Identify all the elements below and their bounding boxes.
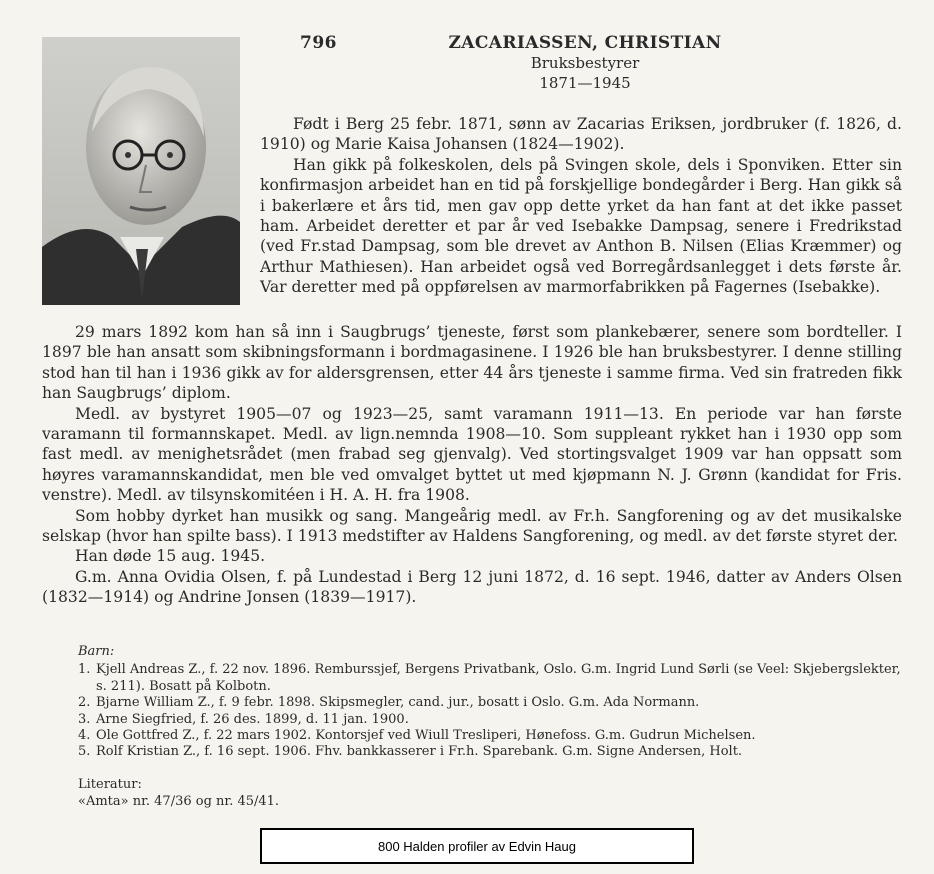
children-label: Barn:	[78, 644, 115, 659]
literature-section	[78, 776, 279, 810]
life-years: 1871—1945	[539, 74, 631, 92]
list-item	[78, 744, 908, 760]
list-item	[78, 695, 908, 711]
paragraph-career-early: Han gikk på folkeskolen, dels på Svingen skole, dels i Sponviken. Etter sin konfirmasjon arbeidet han en tid på forskjellige bondegårder i Berg. Han gikk så i bakerlære et års tid, men gav opp dette yrket da han fant at det ikke passet ham. Arbeidet deretter et par år ved Isebakke Dampsag, senere i Fredrikstad (ved Fr.stad Dampsag, som ble drevet av Anthon B. Nilsen (Elias Kræmmer) og Arthur Mathiesen). Han arbeidet også ved Borregårdsanlegget i dets første år. Var deretter med på oppførelsen av marmorfabrikken på Fagernes (Isebakke).	[260, 155, 902, 297]
person-name: ZACARIASSEN, CHRISTIAN	[448, 33, 722, 53]
list-item	[78, 662, 908, 695]
occupation: Bruksbestyrer	[530, 54, 640, 72]
source-caption-text: 800 Halden profiler av Edvin Haug	[377, 838, 576, 854]
paragraph-marriage: G.m. Anna Ovidia Olsen, f. på Lundestad i Berg 12 juni 1872, d. 16 sept. 1946, datter av Anders Olsen (1832—1914) og Andrine Jonsen (1839—1917).	[42, 567, 902, 607]
paragraph-death: Han døde 15 aug. 1945.	[75, 547, 266, 566]
paragraph-politics: Medl. av bystyret 1905—07 og 1923—25, samt varamann 1911—13. En periode var han første varamann til formannskapet. Medl. av lign.nemnda 1908—10. Som suppleant rykket han i 1930 opp som fast medl. av menighetsrådet (men frabad seg gjenvalg). Ved stortingsvalget 1909 var han oppsatt som høyres varamannskandidat, men ble ved omvalget byttet ut med kjøpmann N. J. Grønn (kandidat for Fris. venstre). Medl. av tilsynskomitéen i H. A. H. fra 1908.	[42, 404, 902, 505]
source-caption	[260, 828, 694, 864]
child-number: 2.	[78, 695, 91, 711]
child-text: Rolf Kristian Z., f. 16 sept. 1906. Fhv. bankkasserer i Fr.h. Sparebank. G.m. Signe Andersen, Holt.	[96, 744, 743, 760]
biography-text	[42, 114, 902, 608]
child-text: Arne Siegfried, f. 26 des. 1899, d. 11 jan. 1900.	[96, 711, 409, 727]
paragraph-birth: Født i Berg 25 febr. 1871, sønn av Zacarias Eriksen, jordbruker (f. 1826, d. 1910) og Marie Kaisa Johansen (1824—1902).	[260, 115, 902, 154]
page-number: 796	[300, 33, 337, 53]
child-text: Ole Gottfred Z., f. 22 mars 1902. Kontorsjef ved Wiull Tresliperi, Hønefoss. G.m. Gudrun Michelsen.	[96, 728, 756, 744]
portrait-space	[42, 114, 260, 322]
paragraph-hobby: Som hobby dyrket han musikk og sang. Mangeårig medl. av Fr.h. Sangforening og av det musikalske selskap (hvor han spilte bass). I 1913 medstifter av Haldens Sangforening, og medl. av det første styret der.	[42, 506, 902, 546]
child-number: 4.	[78, 728, 91, 744]
literature-reference: «Amta» nr. 47/36 og nr. 45/41.	[78, 794, 280, 809]
children-section	[78, 644, 908, 761]
list-item	[78, 712, 908, 728]
child-number: 1.	[78, 662, 91, 678]
paragraph-saugbrugs: 29 mars 1892 kom han så inn i Saugbrugs’ tjeneste, først som plankebærer, senere som bordteller. I 1897 ble han ansatt som skibningsformann i bordmagasinene. I 1926 ble han bruksbestyrer. I denne stilling stod han til han i 1936 gikk av for aldersgrensen, etter 44 års tjeneste i samme firma. Ved sin fratreden fikk han Saugbrugs’ diplom.	[42, 323, 902, 403]
child-text: Bjarne William Z., f. 9 febr. 1898. Skipsmegler, cand. jur., bosatt i Oslo. G.m. Ada Normann.	[96, 695, 700, 711]
list-item	[78, 728, 908, 744]
literature-label: Literatur:	[78, 777, 142, 792]
entry-heading	[400, 33, 770, 93]
child-number: 3.	[78, 711, 91, 727]
child-number: 5.	[78, 744, 91, 760]
child-text: Kjell Andreas Z., f. 22 nov. 1896. Remburssjef, Bergens Privatbank, Oslo. G.m. Ingrid Lund Sørli (se Veel: Skjebergslekter, s. 211). Bosatt på Kolbotn.	[96, 662, 901, 694]
children-list	[78, 662, 908, 760]
